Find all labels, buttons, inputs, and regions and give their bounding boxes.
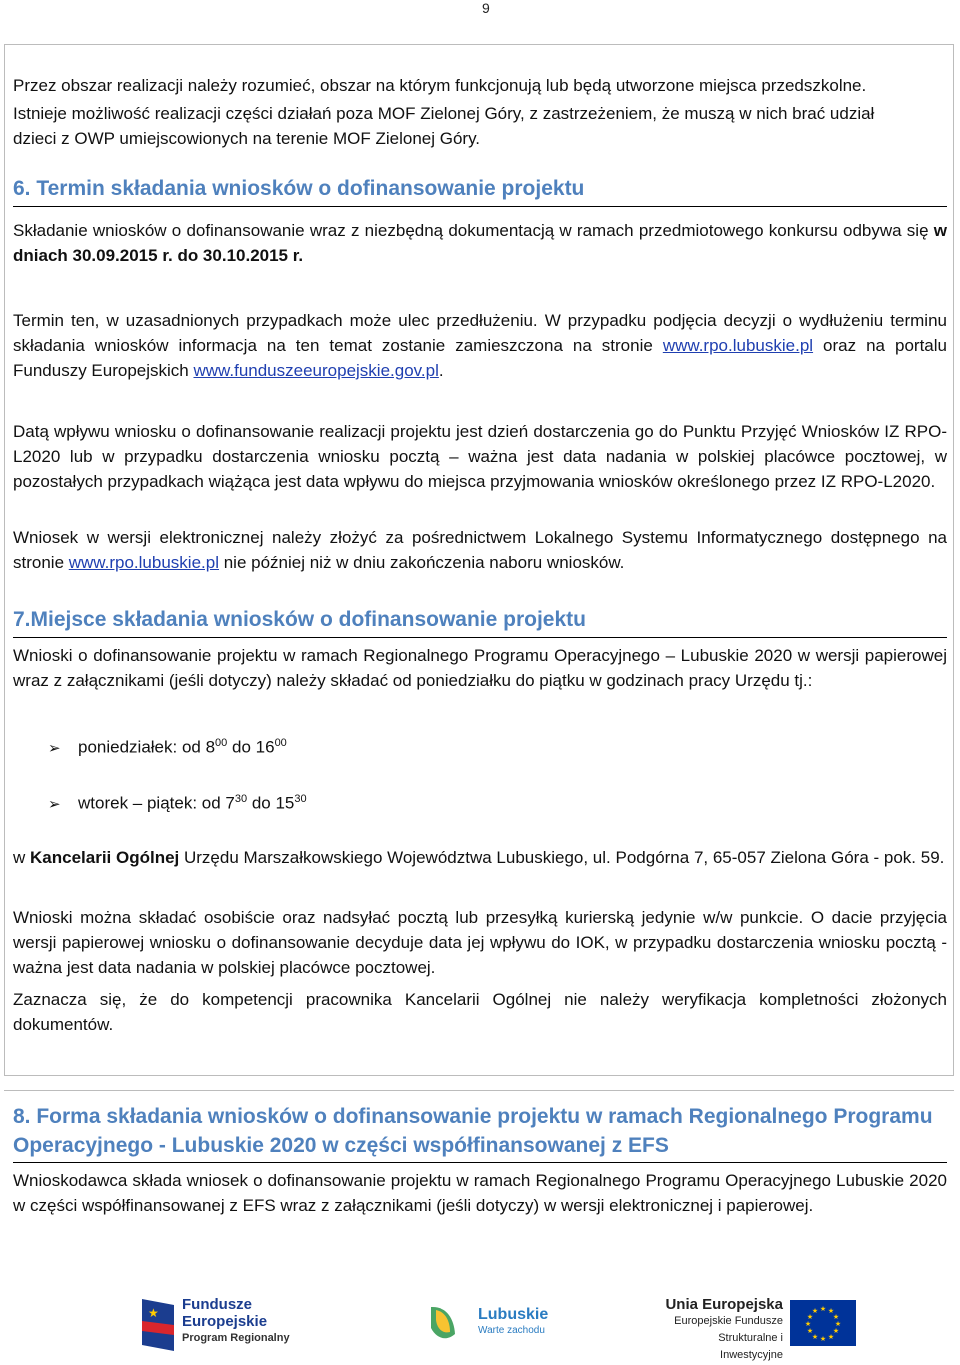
section-6-rule — [13, 206, 947, 207]
unia-europejska-logo: Unia Europejska Europejskie Fundusze Strukturalne i Inwestycyjne ★ ★ ★ ★ ★ ★ ★ ★ ★ ★ ★ ★ — [658, 1290, 858, 1360]
svg-text:★: ★ — [806, 1313, 814, 1321]
section-7-heading: 7.Miejsce składania wniosków o dofinansowanie projektu — [13, 608, 586, 631]
extension-text-1: Termin ten, w uzasadnionych przypadkach może ulec przedłużeniu. W przypadku podjęcia decyzji o wydłużeniu terminu składania wniosków informacja na ten temat zostanie zamieszczona na stronie — [13, 311, 947, 355]
fe-flag-icon — [138, 1295, 178, 1355]
eu-flag-icon — [790, 1300, 856, 1346]
svg-text:★: ★ — [148, 1306, 159, 1320]
intro-line-3: dzieci z OWP umiejscowionych na terenie MOF Zielonej Góry. — [13, 129, 481, 148]
section-7-verification-paragraph: Zaznacza się, że do kompetencji pracownika Kancelarii Ogólnej nie należy weryfikacja kompletności złożonych dokumentów. — [13, 990, 947, 1034]
svg-text:★: ★ — [811, 1333, 819, 1341]
section-6-electronic-paragraph — [13, 525, 947, 575]
electronic-text-1: Wniosek w wersji elektronicznej należy złożyć za pośrednictwem Lokalnego Systemu Informatycznego dostępnego na stronie — [13, 528, 947, 572]
page-number: 9 — [482, 0, 490, 16]
section-8-heading-line-1: 8. Forma składania wniosków o dofinansowanie projektu w ramach Regionalnego Programu — [13, 1105, 933, 1128]
section-6-extension-paragraph — [13, 308, 947, 383]
section-7-rule — [13, 637, 947, 638]
intro-line-1: Przez obszar realizacji należy rozumieć, obszar na którym funkcjonują lub będą utworzone miejsca przedszkolne. — [13, 76, 867, 95]
section-8-heading-line-2: Operacyjnego - Lubuskie 2020 w części współfinansowanej z EFS — [13, 1134, 669, 1157]
fundusze-europejskie-link[interactable]: www.funduszeeuropejskie.gov.pl — [193, 361, 439, 380]
lubuskie-shape-icon — [428, 1304, 458, 1344]
section-6-deadline-paragraph — [13, 218, 947, 268]
arrow-bullet-icon: ➢ — [48, 739, 61, 757]
extension-text-2: oraz na portalu Funduszy Europejskich — [13, 336, 947, 380]
extension-text-3: . — [438, 361, 444, 380]
svg-text:★: ★ — [819, 1335, 827, 1343]
svg-text:★: ★ — [834, 1320, 842, 1328]
section-6-heading: 6. Termin składania wniosków o dofinansowanie projektu — [13, 177, 585, 200]
svg-text:★: ★ — [804, 1320, 812, 1328]
svg-text:★: ★ — [827, 1333, 835, 1341]
hours-bullet-tue-fri: ➢ wtorek – piątek: od $7^{30}$ do $15^{30}$ — [48, 787, 307, 817]
svg-text:★: ★ — [819, 1305, 827, 1313]
section-7-intro-paragraph: Wnioski o dofinansowanie projektu w ramach Regionalnego Programu Operacyjnego – Lubuskie 2020 w wersji papierowej wraz z załącznikami (jeśli dotyczy) należy składać od poniedziałku do piątku w godzinach pracy Urzędu tj.: — [13, 646, 947, 690]
rpo-lubuskie-link[interactable]: www.rpo.lubuskie.pl — [662, 336, 814, 355]
fundusze-europejskie-logo: ★ Fundusze Europejskie Program Regionalny — [138, 1290, 298, 1360]
section-7-address-paragraph: w Kancelarii Ogólnej Urzędu Marszałkowskiego Województwa Lubuskiego, ul. Podgórna 7, 65-057 Zielona Góra - pok. 59. — [13, 848, 945, 867]
section-8-paragraph: Wnioskodawca składa wniosek o dofinansowanie projektu w ramach Regionalnego Programu Operacyjnego Lubuskie 2020 w części współfinansowanej z EFS wraz z załącznikami (jeśli dotyczy) w wersji elektronicznej i papierowej. — [13, 1171, 947, 1215]
svg-text:★: ★ — [806, 1327, 814, 1335]
footer-logos — [0, 1290, 960, 1365]
svg-text:★: ★ — [811, 1307, 819, 1315]
lubuskie-logo: Lubuskie Warte zachodu — [428, 1290, 548, 1350]
section-8-rule — [13, 1162, 947, 1163]
kancelaria-ogolna: Kancelarii Ogólnej — [30, 848, 180, 867]
section-6-receipt-date-paragraph: Datą wpływu wniosku o dofinansowanie realizacji projektu jest dzień dostarczenia go do Punktu Przyjęć Wniosków IZ RPO-L2020 lub w przypadku dostarczenia wniosku pocztą – ważna jest data nadania w polskiej placówce pocztowej, w pozostałych przypadkach wiążąca jest data wpływu do miejsca przyjmowania wniosków określonego przez IZ RPO-L2020. — [13, 422, 947, 491]
hours-bullet-monday: ➢ poniedziałek: od $8^{00}$ do $16^{00}$ — [48, 731, 287, 761]
arrow-bullet-icon: ➢ — [48, 795, 61, 813]
svg-text:★: ★ — [832, 1327, 840, 1335]
intro-line-2: Istnieje możliwość realizacji części działań poza MOF Zielonej Góry, z zastrzeżeniem, że muszą w nich brać udział — [13, 104, 875, 123]
deadline-text: Składanie wniosków o dofinansowanie wraz z niezbędną dokumentacją w ramach przedmiotowego konkursu odbywa się — [13, 221, 934, 240]
svg-text:★: ★ — [832, 1313, 840, 1321]
svg-text:★: ★ — [827, 1307, 835, 1315]
section-7-delivery-paragraph: Wnioski można składać osobiście oraz nadsyłać pocztą lub przesyłką kurierską jedynie w/w punkcie. O dacie przyjęcia wersji papierowej wniosku o dofinansowanie decyduje data jej wpływu do IOK, w przypadku dostarczenia wniosku pocztą - ważna jest data nadania w polskiej placówce pocztowej. — [13, 908, 947, 977]
deadline-dates: w dniach 30.09.2015 r. do 30.10.2015 r. — [13, 221, 947, 265]
rpo-lubuskie-link-2[interactable]: www.rpo.lubuskie.pl — [68, 553, 219, 572]
electronic-text-2: nie później niż w dniu zakończenia naboru wniosków. — [219, 553, 625, 572]
